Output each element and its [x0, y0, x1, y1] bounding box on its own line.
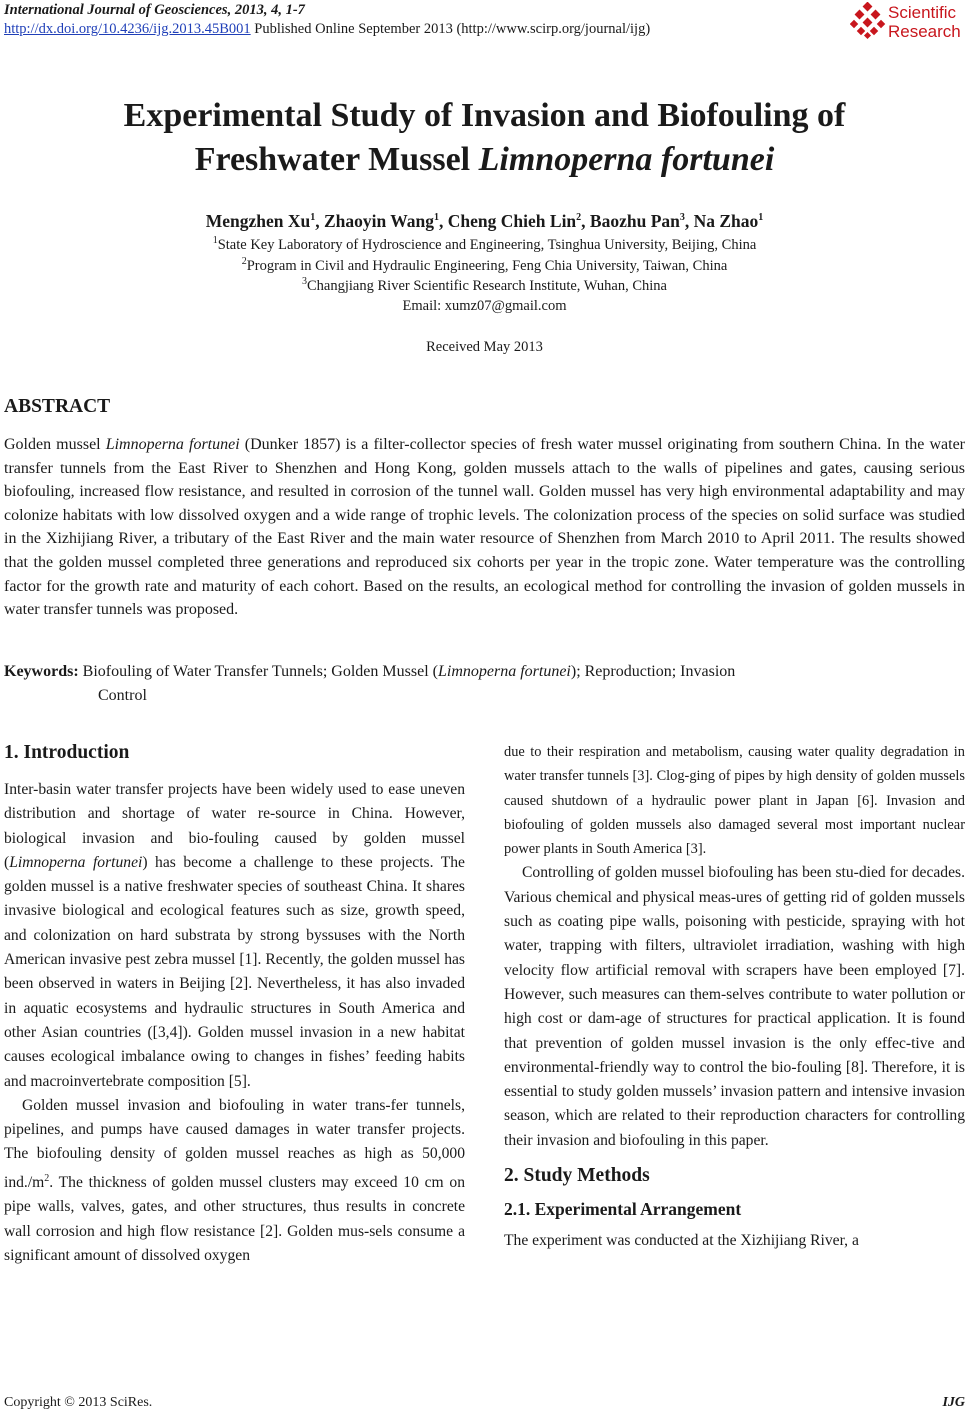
- affiliation-1: $^1$State Key Laboratory of Hydroscience and Engineering, Tsinghua University, Beijing, China: [212, 235, 757, 253]
- doi-link[interactable]: http://dx.doi.org/10.4236/ijg.2013.45B001: [4, 21, 251, 37]
- keywords: Keywords: Biofouling of Water Transfer Tunnels; Golden Mussel (Limnoperna fortunei); Reproduction; Invasion Control: [4, 660, 965, 684]
- author-affiliation-mark: 1: [434, 212, 440, 224]
- author-affiliation-mark: 2: [576, 212, 582, 224]
- author-name: Baozhu Pan: [589, 211, 680, 231]
- scientific-research-logo: [850, 2, 968, 42]
- affiliation-2: $^2$Program in Civil and Hydraulic Engineering, Feng Chia University, Taiwan, China: [241, 256, 728, 274]
- title-line-1: Experimental Study of Invasion and Biofouling of: [123, 97, 846, 134]
- intro-paragraph-3: due to their respiration and metabolism, causing water quality degradation in water transfer tunnels [3]. Clog-ging of pipes by high density of golden mussels caused shutdown of a hydraulic power plant in Japan [6]. Invasion and biofouling of golden mussels also damaged several most important nuclear power plants in South America [3].: [504, 744, 965, 858]
- abstract-body: Golden mussel Limnoperna fortunei (Dunker 1857) is a filter-collector species of fresh water mussel originating from southern China. In the water transfer tunnels from the East River to Shenzhen and Hong Kong, golden mussels attach to the walls of pipelines and gates, causing serious biofouling, increased flow resistance, and resulted in corrosion of the tunnel wall. Golden mussel has very high environmental adaptability and may colonize habitats with low dissolved oxygen and a wide range of trophic levels. The colonization process of the species on solid surface was studied in the Xizhijiang River, a tributary of the East River and the main water resource of Shenzhen from March 2010 to April 2011. The results showed that the golden mussel completed three generations and reproduced six cohorts per year in the tropic zone. Water temperature was the controlling factor for the growth rate and maturity of each cohort. Based on the results, an ecological method for controlling the invasion of golden mussels in water transfer tunnels was proposed.: [4, 436, 966, 619]
- logo-word-research: Research: [888, 22, 961, 41]
- subsection-heading-experimental-arrangement: 2.1. Experimental Arrangement: [504, 1199, 742, 1220]
- intro-paragraph-4: Controlling of golden mussel biofouling has been stu-died for decades. Various chemical and physical meas-ures of getting rid of golden mussels such as coating pipe walls, poisoning with pesticide, spraying with hot water, trapping with filters, ultraviolet irradiation, washing with high velocity flow artificial removal with scrapers have been employed [7]. However, such measures can them-selves contribute to water pollution or high cost or dam-age of structures for practical application. It is found that prevention of golden mussel invasion is the only effec-tive and environmental-friendly way to control the bio-fouling [8]. Therefore, it is essential to study golden mussels’ invasion pattern and intensive invasion season, which are related to their reproduction characters for controlling their invasion and biofouling in this paper.: [504, 864, 965, 1149]
- volume-info: , 2013, 4, 1-7: [227, 2, 305, 18]
- received-date: Received May 2013: [426, 339, 543, 355]
- author-name: Cheng Chieh Lin: [447, 211, 577, 231]
- affiliation-3: $^3$Changjiang River Scientific Research Institute, Wuhan, China: [302, 276, 667, 294]
- keywords-continuation: Control: [98, 687, 147, 704]
- doi-line: [4, 21, 650, 38]
- author-affiliation-mark: 1: [310, 212, 316, 224]
- author-affiliation-mark: 3: [679, 212, 685, 224]
- left-column: [4, 740, 465, 1268]
- copyright-notice: Copyright © 2013 SciRes.: [4, 1395, 153, 1410]
- publication-note: Published Online September 2013 (http://www.scirp.org/journal/ijg): [250, 21, 651, 37]
- abstract-species: Limnoperna fortunei: [105, 436, 240, 453]
- section-heading-study-methods: 2. Study Methods: [504, 1165, 650, 1187]
- journal-header: [4, 2, 305, 19]
- author-email: Email: xumz07@gmail.com: [402, 298, 567, 314]
- intro-paragraph-2: Golden mussel invasion and biofouling in water trans-fer tunnels, pipelines, and pumps have caused damages in water transfer projects. The biofouling density of golden mussel reaches as high as 50,000 $ind./m^2$. The thickness of golden mussel clusters may exceed 10 cm on pipe walls, valves, gates, and other structures, thus results in concrete wall corrosion and high flow resistance [2]. Golden mus-sels consume a significant amount of dissolved oxygen: [4, 1096, 465, 1264]
- intro-paragraph-1: Inter-basin water transfer projects have been widely used to ease uneven distribution and shortage of water re-source in China. However, biological invasion and bio-fouling caused by golden mussel (Limnoperna fortunei) has become a challenge to these projects. The golden mussel is a native freshwater species of southeast China. It shares invasive biological and ecological features such as size, growth speed, and colonization on hard substrata by strong byssuses with the North American invasive pest zebra mussel [1]. Recently, the golden mussel has been observed in waters in Beijing [2]. Nevertheless, it has also invaded in aquatic ecosystems and hydraulic structures in South America and other Asian countries ([3,4]). Golden mussel invasion in a new habitat causes ecological imbalance owing to changes in fishes’ feeding habits and macroinvertebrate composition [5].: [4, 781, 465, 1090]
- author-name: Zhaoyin Wang: [323, 211, 435, 231]
- section-heading-introduction: 1. Introduction: [4, 742, 130, 763]
- author-list: Mengzhen Xu$^1$, Zhaoyin Wang$^1$, Cheng Chieh Lin$^2$, Baozhu Pan$^3$, Na Zhao$^1$: [205, 211, 764, 231]
- keywords-label: Keywords:: [4, 663, 79, 680]
- journal-abbreviation: IJG: [942, 1395, 965, 1410]
- publisher-logo-icon: [850, 2, 886, 40]
- abstract-heading: ABSTRACT: [4, 396, 111, 417]
- author-name: Mengzhen Xu: [205, 211, 311, 231]
- author-affiliation-mark: 1: [758, 212, 764, 224]
- journal-name: International Journal of Geosciences: [4, 2, 228, 18]
- title-line-2: [0, 138, 969, 182]
- methods-paragraph-1: The experiment was conducted at the Xizhijiang River, a: [504, 1232, 859, 1250]
- right-column: [504, 740, 965, 1253]
- paper-title: [0, 94, 969, 182]
- logo-word-scientific: Scientific: [888, 3, 957, 22]
- title-species: Limnoperna fortunei: [478, 141, 775, 178]
- title-plain: Freshwater Mussel: [194, 141, 479, 178]
- author-name: Na Zhao: [693, 211, 759, 231]
